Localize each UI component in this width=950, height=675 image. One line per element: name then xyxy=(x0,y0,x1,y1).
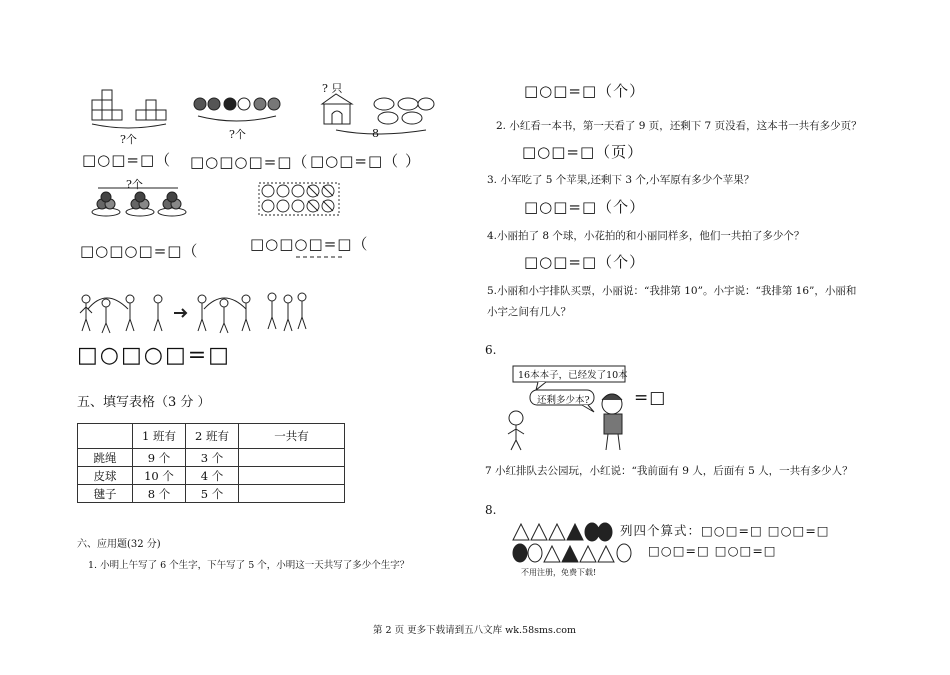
answer-4: □○□=□（个） xyxy=(524,253,646,271)
question-4: 4.小丽拍了 8 个球，小花拍的和小丽同样多，他们一共拍了多少个？ xyxy=(487,230,805,242)
question-1: 1. 小明上午写了 6 个生字，下午写了 5 个，小明这一天共写了多少个生字？ xyxy=(88,560,410,571)
bubble-text-1: 16本本子，已经发了10本 xyxy=(518,370,628,381)
question-6-answer: =□ xyxy=(634,388,667,408)
balls-label: ?个 xyxy=(229,128,246,141)
equation-row1-c: □○□=□（ ） xyxy=(310,152,421,170)
equation-row2-a: □○□○□=□（ xyxy=(80,242,199,260)
answer-2: □○□=□（页） xyxy=(522,143,644,161)
table-cell: 5 个 xyxy=(186,485,239,503)
table-header-cell: 一共有 xyxy=(239,424,345,449)
question-5-line1: 5.小丽和小宇排队买票，小丽说：“我排第 10”。小宇说：“我排第 16”，小丽和 xyxy=(487,285,857,297)
table-cell-blank[interactable] xyxy=(239,485,345,503)
table-row xyxy=(78,449,345,467)
table-cell: 10 个 xyxy=(133,467,186,485)
table-cell-blank[interactable] xyxy=(239,467,345,485)
question-8-number: 8. xyxy=(485,503,497,517)
table-cell: 跳绳 xyxy=(78,449,133,467)
answer-1: □○□=□（个） xyxy=(524,82,646,100)
table-header-cell: 2 班有 xyxy=(186,424,239,449)
equation-big: □○□○□=□ xyxy=(77,343,231,368)
table-header-cell xyxy=(78,424,133,449)
answer-3: □○□=□（个） xyxy=(524,198,646,216)
section5-title: 五、填写表格（3 分 ） xyxy=(77,395,211,410)
question-8-text-2: □○□=□ □○□=□ xyxy=(648,543,777,558)
table-cell: 3 个 xyxy=(186,449,239,467)
fruit-label: ?个 xyxy=(126,178,143,191)
table-row xyxy=(78,467,345,485)
page-footer: 第 2 页 更多下载请到五八文库 wk.58sms.com xyxy=(373,625,576,636)
table-cell: 4 个 xyxy=(186,467,239,485)
question-5-line2: 小宇之间有几人？ xyxy=(487,306,571,318)
dogs-total-label: 8 xyxy=(372,127,379,140)
question-7: 7 小红排队去公园玩，小红说：“我前面有 9 人，后面有 5 人，一共有多少人？ xyxy=(485,465,853,477)
table-header-cell: 1 班有 xyxy=(133,424,186,449)
fruit-plates-picture xyxy=(78,182,188,222)
jump-rope-kids-picture xyxy=(76,285,308,337)
question-8-caption: 不用注册，免费下载! xyxy=(521,568,597,577)
table-cell-blank[interactable] xyxy=(239,449,345,467)
dogs-question-label: ? 只 xyxy=(322,82,343,95)
table-header-row xyxy=(78,424,345,449)
dashed-underline xyxy=(296,254,346,260)
table-cell: 皮球 xyxy=(78,467,133,485)
equation-row2-b: □○□○□=□（ xyxy=(250,235,369,253)
smiley-faces-picture xyxy=(258,182,340,216)
cubes-label: ?个 xyxy=(120,133,137,146)
bubble-text-2: 还剩多少本? xyxy=(537,395,590,406)
table-cell: 毽子 xyxy=(78,485,133,503)
question-3: 3. 小军吃了 5 个苹果,还剩下 3 个,小军原有多少个苹果？ xyxy=(487,174,755,186)
table-cell: 8 个 xyxy=(133,485,186,503)
question-6-number: 6. xyxy=(485,343,497,357)
equation-row1-b: □○□○□=□（ xyxy=(190,153,309,171)
section6-title: 六、应用题(32 分) xyxy=(77,539,161,550)
table-row xyxy=(78,485,345,503)
question-2: 2. 小红看一本书，第一天看了 9 页，还剩下 7 页没看，这本书一共有多少页？ xyxy=(496,120,862,132)
table-cell: 9 个 xyxy=(133,449,186,467)
question-8-text: 列四个算式：□○□=□ □○□=□ xyxy=(620,523,830,538)
score-table xyxy=(77,423,345,503)
equation-row1-a: □○□=□（ xyxy=(82,151,172,169)
